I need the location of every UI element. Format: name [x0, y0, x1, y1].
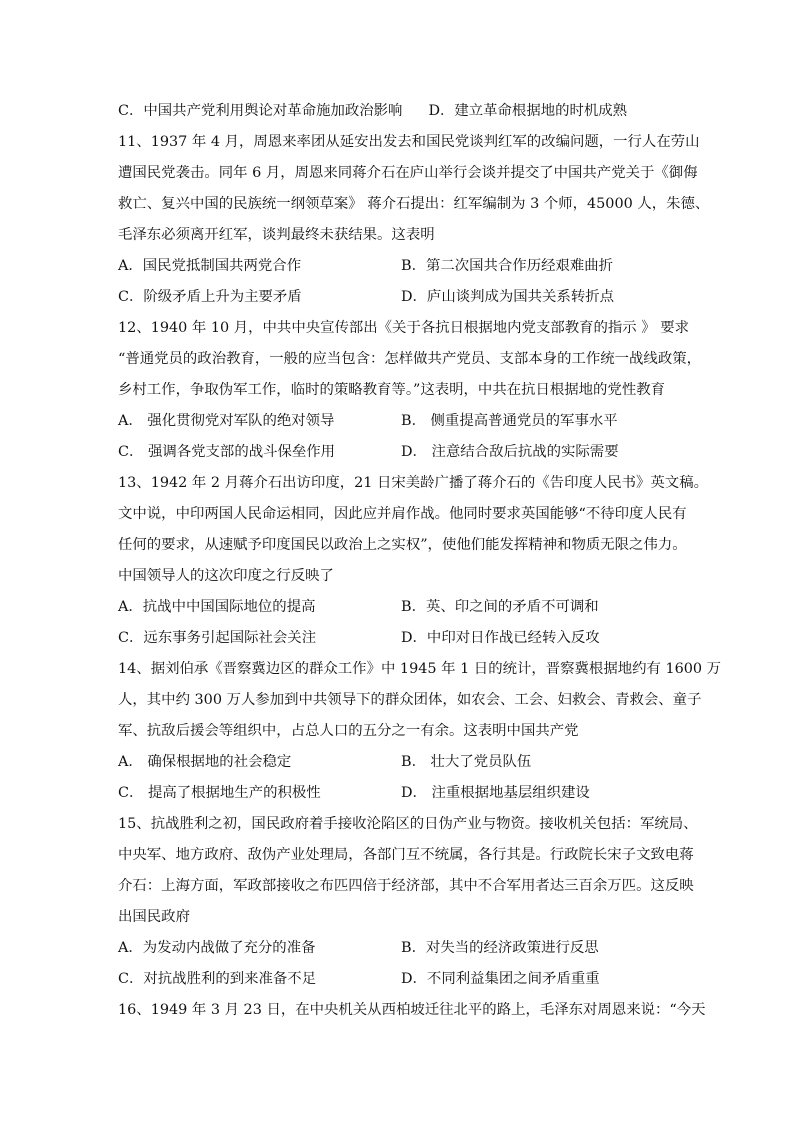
options-row	[118, 778, 684, 809]
options-row	[118, 964, 684, 995]
option-b: B．英、印之间的矛盾不可调和	[401, 599, 599, 615]
question-stem-line: 出国民政府	[118, 909, 190, 925]
option-d: D． 注重根据地基层组织建设	[401, 785, 590, 801]
option-d: D．不同利益集团之间矛盾重重	[401, 971, 600, 987]
question-16	[118, 995, 706, 1026]
option-c: C．中国共产党利用舆论对革命施加政治影响	[118, 103, 403, 119]
options-row	[118, 251, 684, 282]
question-stem-line: 13、1942 年 2 月蒋介石出访印度，21 日宋美龄广播了蒋介石的《告印度人民书》英文稿。	[118, 475, 708, 491]
option-d: D．中印对日作战已经转入反攻	[401, 630, 600, 646]
option-b: B． 侧重提高普通党员的军事水平	[401, 413, 618, 429]
option-a: A．国民党抵制国共两党合作	[118, 258, 302, 274]
question-13	[118, 468, 708, 654]
question-15	[118, 809, 698, 995]
option-c: C． 强调各党支部的战斗保垒作用	[118, 444, 336, 460]
question-stem-line: 11、1937 年 4 月，周恩来率团从延安出发去和国民党谈判红军的改编问题，一行人在劳山	[118, 134, 700, 150]
question-stem-line: 遭国民党袭击。同年 6 月，周恩来同蒋介石在庐山举行会谈并提交了中国共产党关于《御侮	[118, 165, 698, 181]
question-stem-line: 救亡、复兴中国的民族统一纲领草案》 蒋介石提出：红军编制为 3 个师，45000 人，朱德、	[118, 196, 710, 212]
top-options-row	[118, 96, 684, 127]
question-stem-line: 任何的要求，从速赋予印度国民以政治上之实权”，使他们能发挥精神和物质无限之伟力。	[118, 537, 687, 553]
question-stem-line: 军、抗敌后援会等组织中，占总人口的五分之一有余。这表明中国共产党	[118, 723, 579, 739]
option-a: A． 强化贯彻党对军队的绝对领导	[118, 413, 335, 429]
options-row	[118, 623, 684, 654]
option-d: D．建立革命根据地的时机成熟	[428, 103, 628, 119]
question-stem-line: 介石：上海方面，军政部接收之布匹四倍于经济部，其中不合军用者达三百余万匹。这反映	[118, 878, 694, 894]
options-row	[118, 437, 684, 468]
option-b: B．对失当的经济政策进行反思	[401, 940, 599, 956]
options-row	[118, 933, 684, 964]
option-a: A．抗战中中国国际地位的提高	[118, 599, 316, 615]
options-row	[118, 592, 684, 623]
options-row	[118, 282, 684, 313]
option-c: C．对抗战胜利的到来准备不足	[118, 971, 317, 987]
question-11	[118, 127, 710, 313]
question-stem-line: 文中说，中印两国人民命运相同，因此应并肩作战。他同时要求英国能够“不待印度人民有	[118, 506, 687, 522]
options-row	[118, 406, 684, 437]
option-d: D． 注意结合敌后抗战的实际需要	[401, 444, 619, 460]
question-stem-line: 12、1940 年 10 月，中共中央宣传部出《关于各抗日根据地内党支部教育的指示 》 要求	[118, 320, 690, 336]
question-stem-line: “普通党员的政治教育，一般的应当包含：怎样做共产党员、支部本身的工作统一战线政策，	[118, 351, 701, 367]
option-c: C．远东事务引起国际社会关注	[118, 630, 317, 646]
question-stem-line: 中国领导人的这次印度之行反映了	[118, 568, 334, 584]
question-stem-line: 人，其中约 300 万人参加到中共领导下的群众团体，如农会、工会、妇救会、青救会、童子	[118, 692, 702, 708]
option-a: A． 确保根据地的社会稳定	[118, 754, 292, 770]
question-stem-line: 16、1949 年 3 月 23 日，在中央机关从西柏坡迁往北平的路上，毛泽东对周恩来说：“今天	[118, 1002, 706, 1018]
option-c: C． 提高了根据地生产的积极性	[118, 785, 321, 801]
option-b: B． 壮大了党员队伍	[401, 754, 532, 770]
question-stem-line: 中央军、地方政府、敌伪产业处理局，各部门互不统属，各行其是。行政院长宋子文致电蒋	[118, 847, 694, 863]
question-stem-line: 15、抗战胜利之初，国民政府着手接收沦陷区的日伪产业与物资。接收机关包括：军统局、	[118, 816, 698, 832]
option-d: D．庐山谈判成为国共关系转折点	[401, 289, 615, 305]
options-row	[118, 747, 684, 778]
option-c: C．阶级矛盾上升为主要矛盾	[118, 289, 302, 305]
question-12	[118, 313, 701, 468]
question-stem-line: 14、据刘伯承《晋察冀边区的群众工作》中 1945 年 1 日的统计，晋察冀根据地约有 1600 万	[118, 661, 722, 677]
question-stem-line: 乡村工作，争取伪军工作，临时的策略教育等。”这表明，中共在抗日根据地的党性教育	[118, 382, 666, 398]
question-stem-line: 毛泽东必须离开红军，谈判最终未获结果。这表明	[118, 227, 435, 243]
option-a: A．为发动内战做了充分的准备	[118, 940, 316, 956]
question-14	[118, 654, 722, 809]
option-b: B．第二次国共合作历经艰难曲折	[401, 258, 614, 274]
exam-page	[118, 96, 722, 1026]
